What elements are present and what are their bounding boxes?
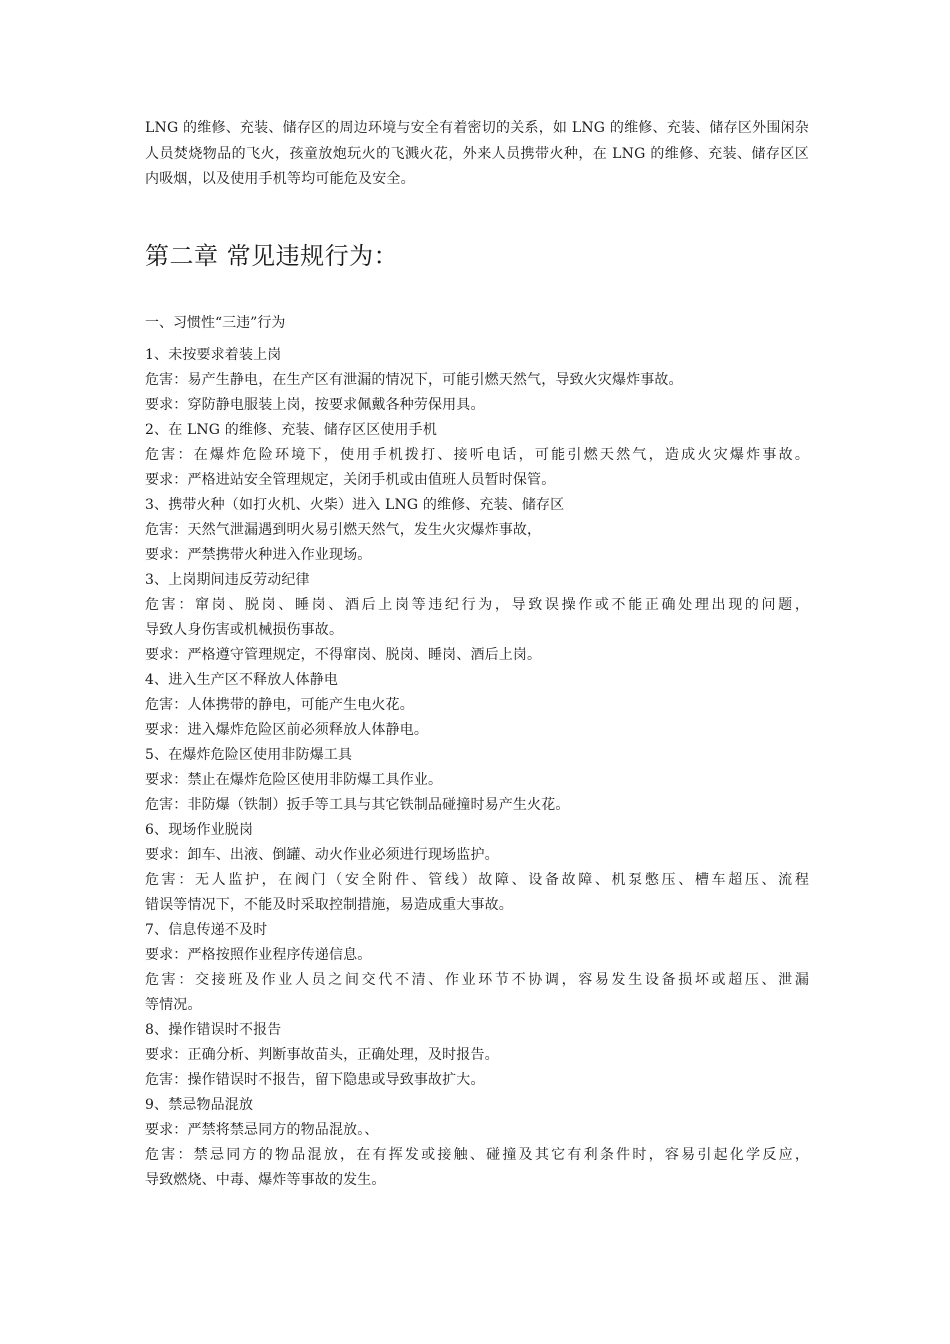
rules-list — [145, 343, 809, 1193]
rule-hazard-continued: 导致人身伤害或机械损伤事故。 — [145, 622, 344, 638]
rule-hazard-continued: 导致燃烧、中毒、爆炸等事故的发生。 — [145, 1172, 386, 1188]
rule-title: 3、携带火种（如打火机、火柴）进入 LNG 的维修、充装、储存区 — [145, 497, 565, 513]
rule-requirement: 要求：穿防静电服装上岗，按要求佩戴各种劳保用具。 — [145, 397, 485, 413]
rule-hazard: 危害：交接班及作业人员之间交代不清、作业环节不协调，容易发生设备损坏或超压、泄漏 — [145, 972, 809, 988]
rule-hazard-continued: 错误等情况下，不能及时采取控制措施，易造成重大事故。 — [145, 897, 513, 913]
rule-title: 8、操作错误时不报告 — [145, 1022, 282, 1038]
rule-title: 7、信息传递不及时 — [145, 922, 268, 938]
rule-requirement: 要求：正确分析、判断事故苗头，正确处理，及时报告。 — [145, 1047, 499, 1063]
rule-requirement: 要求：严格按照作业程序传递信息。 — [145, 947, 372, 963]
rule-title: 3、上岗期间违反劳动纪律 — [145, 572, 310, 588]
rule-title: 4、进入生产区不释放人体静电 — [145, 672, 339, 688]
rule-requirement: 要求：严禁携带火种进入作业现场。 — [145, 547, 372, 563]
rule-requirement: 要求：进入爆炸危险区前必须释放人体静电。 — [145, 722, 428, 738]
section-heading: 一、习惯性“三违”行为 — [145, 315, 286, 331]
rule-title: 6、现场作业脱岗 — [145, 822, 254, 838]
rule-hazard: 危害：窜岗、脱岗、睡岗、酒后上岗等违纪行为，导致误操作或不能正确处理出现的问题， — [145, 597, 809, 613]
rule-requirement: 要求：卸车、出液、倒罐、动火作业必须进行现场监护。 — [145, 847, 499, 863]
rule-title: 2、在 LNG 的维修、充装、储存区区使用手机 — [145, 422, 437, 438]
rule-title: 9、禁忌物品混放 — [145, 1097, 254, 1113]
rule-title: 1、未按要求着装上岗 — [145, 347, 282, 363]
rule-hazard: 危害：易产生静电，在生产区有泄漏的情况下，可能引燃天然气，导致火灾爆炸事故。 — [145, 372, 683, 388]
rule-title: 5、在爆炸危险区使用非防爆工具 — [145, 747, 353, 763]
rule-requirement: 要求：严格遵守管理规定，不得窜岗、脱岗、睡岗、酒后上岗。 — [145, 647, 542, 663]
intro-paragraph: LNG 的维修、充装、储存区的周边环境与安全有着密切的关系，如 LNG 的维修、充装、储存区外围闲杂人员焚烧物品的飞火，孩童放炮玩火的飞溅火花，外来人员携带火种，在 LNG 的维修、充装、储存区区内吸烟，以及使用手机等均可能危及安全。 — [145, 120, 809, 187]
chapter-title: 第二章 常见违规行为： — [145, 242, 399, 270]
rule-hazard: 危害：在爆炸危险环境下，使用手机拨打、接听电话，可能引燃天然气，造成火灾爆炸事故。 — [145, 447, 809, 463]
rule-requirement: 要求：禁止在爆炸危险区使用非防爆工具作业。 — [145, 772, 443, 788]
rule-hazard: 危害：非防爆（铁制）扳手等工具与其它铁制品碰撞时易产生火花。 — [145, 797, 570, 813]
rule-requirement: 要求：严禁将禁忌同方的物品混放。、 — [145, 1122, 379, 1138]
rule-hazard: 危害：操作错误时不报告，留下隐患或导致事故扩大。 — [145, 1072, 485, 1088]
rule-hazard: 危害：无人监护，在阀门（安全附件、管线）故障、设备故障、机泵憋压、槽车超压、流程 — [145, 872, 809, 888]
rule-hazard: 危害：人体携带的静电，可能产生电火花。 — [145, 697, 414, 713]
rule-requirement: 要求：严格进站安全管理规定，关闭手机或由值班人员暂时保管。 — [145, 472, 556, 488]
rule-hazard: 危害：天然气泄漏遇到明火易引燃天然气，发生火灾爆炸事故， — [145, 522, 542, 538]
rule-hazard: 危害：禁忌同方的物品混放，在有挥发或接触、碰撞及其它有利条件时，容易引起化学反应， — [145, 1147, 809, 1163]
rule-hazard-continued: 等情况。 — [145, 997, 202, 1013]
